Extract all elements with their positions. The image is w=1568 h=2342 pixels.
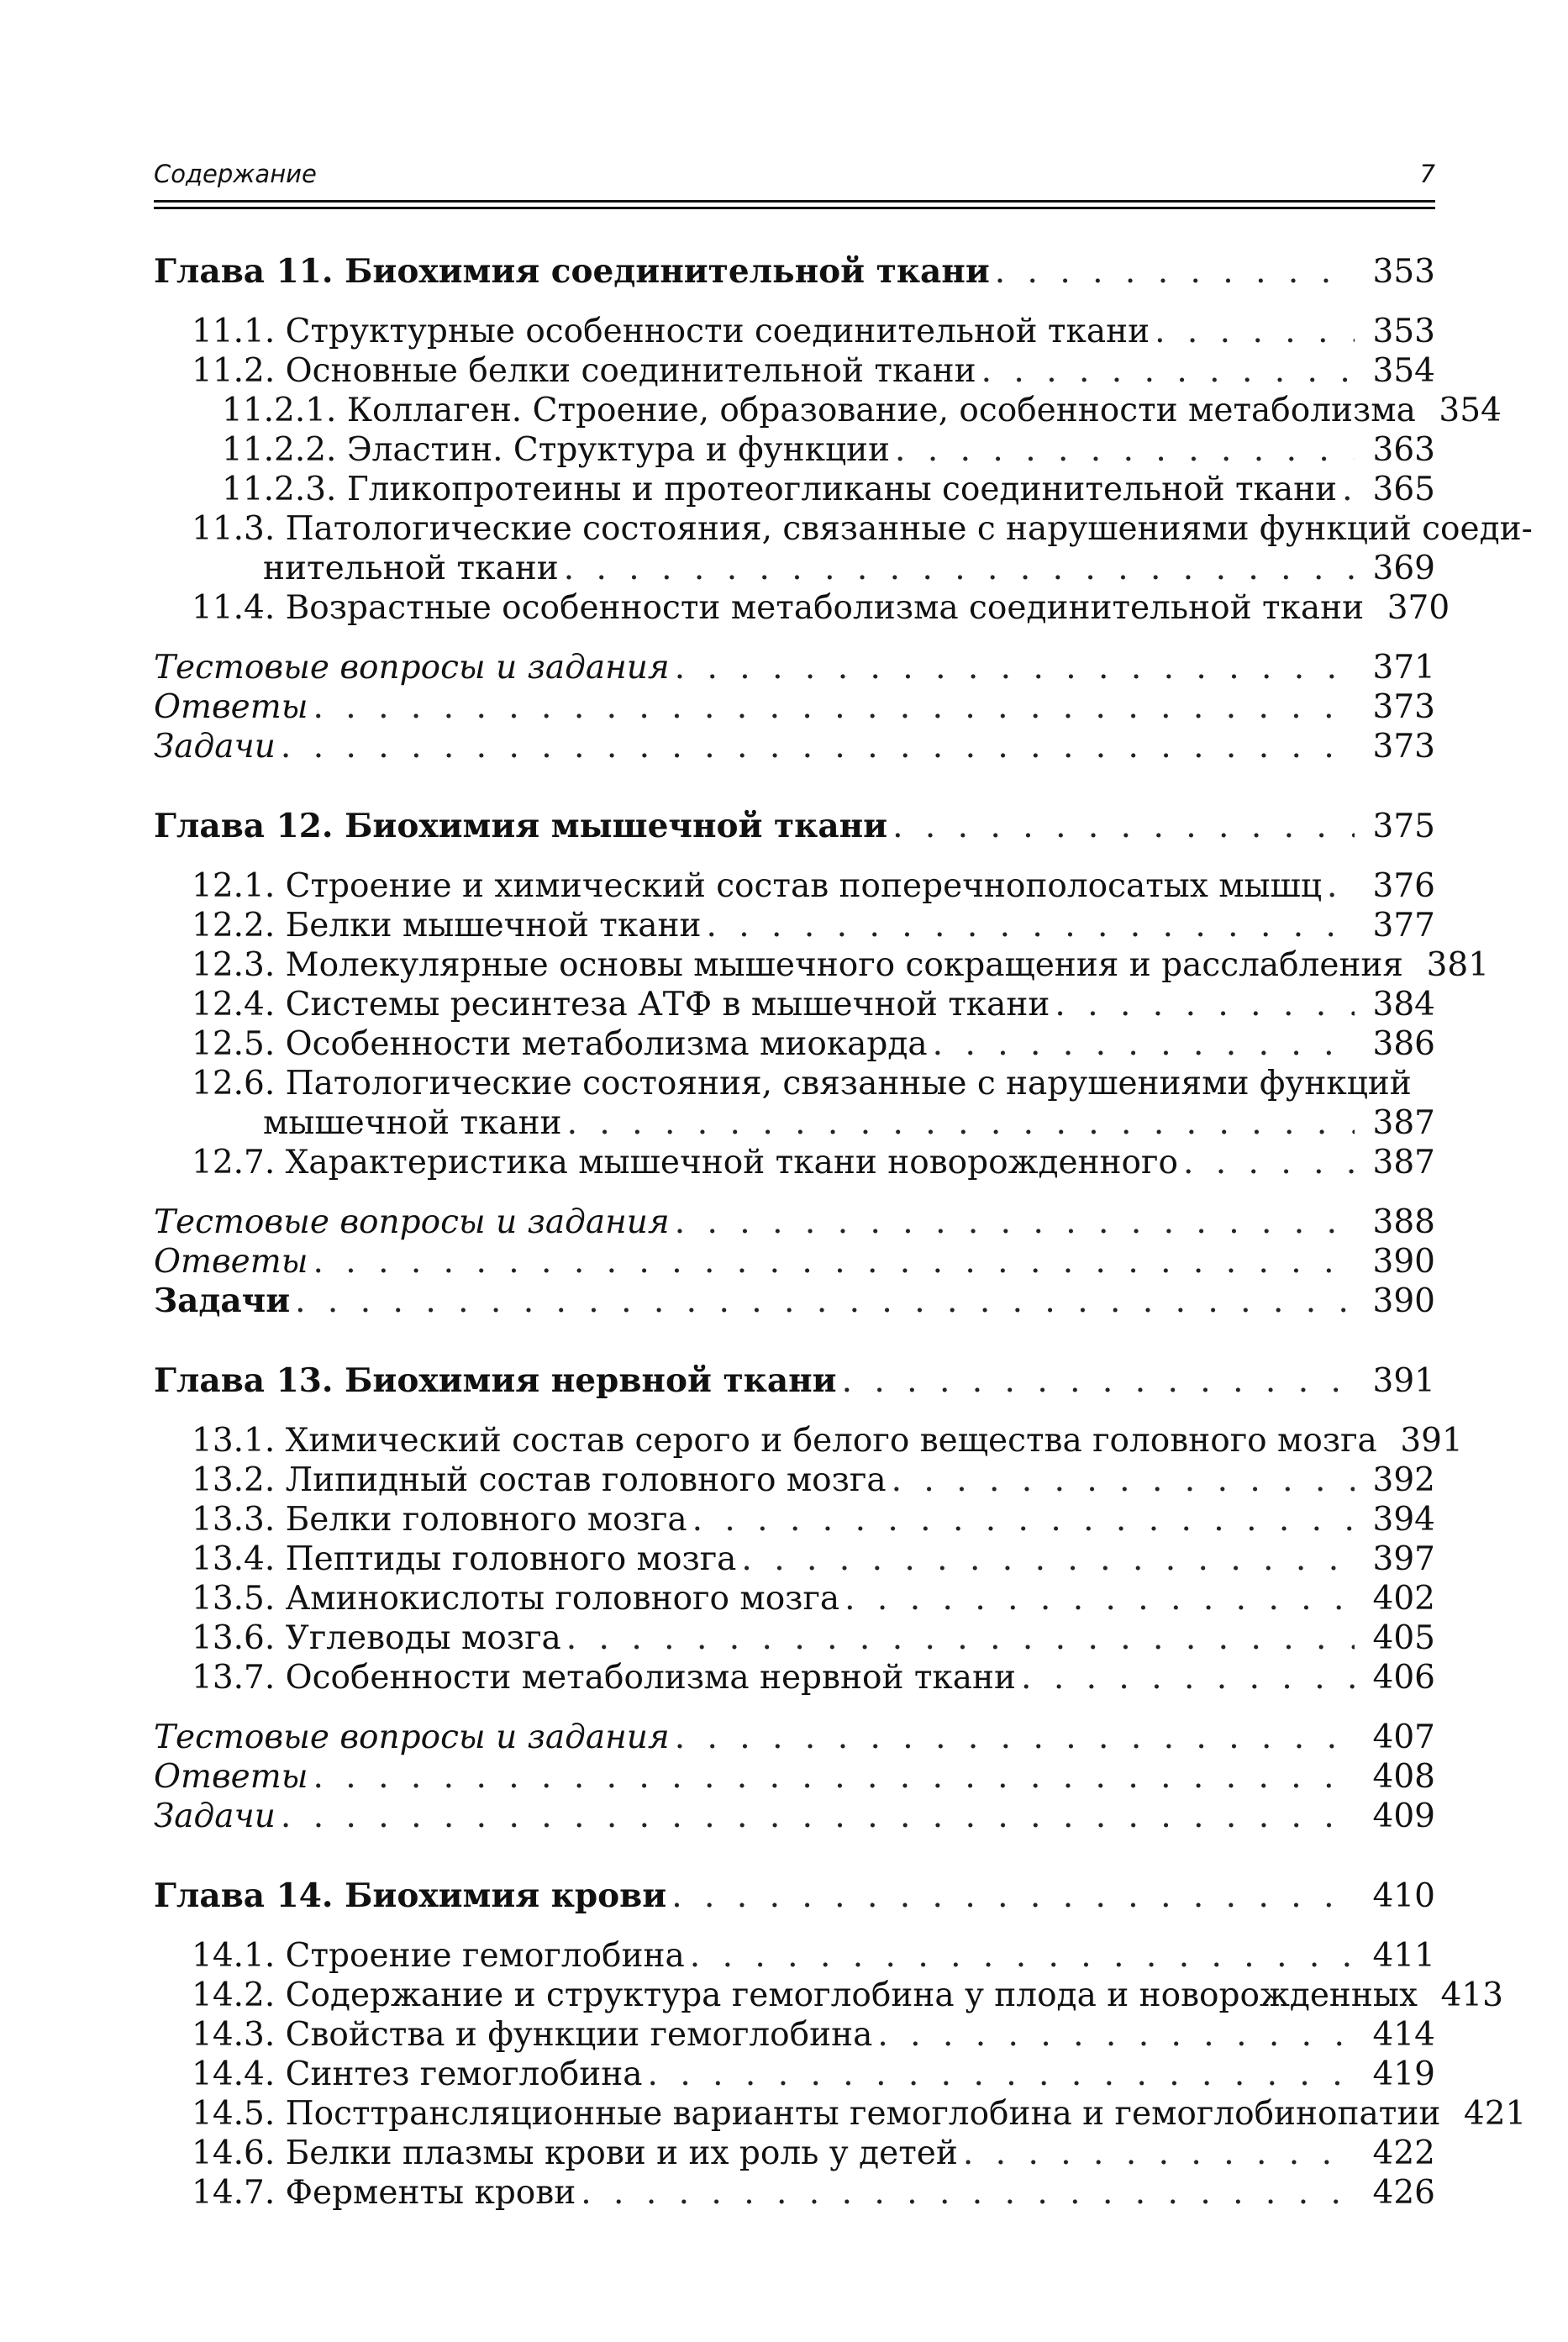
chapter-supplement-entry — [154, 1242, 1435, 1282]
section-entry — [154, 1421, 1463, 1460]
dot-leader — [675, 648, 1355, 687]
toc-entry-label: Задачи — [154, 1797, 276, 1835]
section-entry — [154, 945, 1490, 985]
dot-leader — [690, 1936, 1355, 1976]
toc-entry-page-number: 414 — [1372, 2016, 1435, 2054]
toc-entry-leader-line — [192, 2015, 1435, 2055]
toc-entry-leader-line — [154, 1242, 1435, 1282]
toc-entry-leader-line — [192, 312, 1435, 351]
section-entry — [154, 2173, 1435, 2213]
section-entry — [154, 470, 1435, 509]
section-entry — [154, 1539, 1435, 1579]
dot-leader — [877, 2015, 1355, 2055]
toc-entry-leader-line — [192, 2173, 1435, 2213]
toc-entry-label: 12.2. Белки мышечной ткани — [192, 907, 702, 945]
toc-entry-label: Ответы — [154, 1758, 308, 1796]
running-head-page-number: 7 — [1419, 160, 1435, 188]
toc-entry-label: 14.2. Содержание и структура гемоглобина у плода и новорожденных — [192, 1976, 1418, 2014]
toc-entry-label: 11.4. Возрастные особенности метаболизма соединительной ткани — [192, 589, 1365, 627]
section-entry — [154, 866, 1435, 906]
toc-entry-page-number: 408 — [1372, 1758, 1435, 1796]
toc-entry-label: 11.2.2. Эластин. Структура и функции — [222, 431, 891, 469]
toc-entry-leader-line — [263, 1103, 1435, 1143]
toc-entry-label: 13.6. Углеводы мозга — [192, 1619, 561, 1657]
toc-entry-label: 14.6. Белки плазмы крови и их роль у детей — [192, 2134, 958, 2172]
toc-entry-label: 13.3. Белки головного мозга — [192, 1501, 687, 1539]
toc-entry-page-number: 388 — [1372, 1203, 1435, 1241]
header-rule-top — [154, 200, 1435, 203]
toc-entry-page-number: 397 — [1372, 1540, 1435, 1578]
dot-leader — [1327, 866, 1355, 906]
dot-leader — [845, 1579, 1355, 1618]
toc-entry-leader-line — [192, 1658, 1435, 1697]
dot-leader — [313, 1757, 1355, 1797]
chapter-supplement-entry — [154, 687, 1435, 727]
toc-entry-leader-line — [222, 470, 1435, 509]
chapter-heading — [154, 807, 1435, 846]
dot-leader — [567, 1103, 1355, 1143]
toc-entry-page-number: 405 — [1372, 1619, 1435, 1657]
toc-entry-leader-line — [192, 1976, 1503, 2015]
section-entry — [154, 1500, 1435, 1539]
toc-entry-page-number: 386 — [1372, 1025, 1435, 1063]
toc-entry-page-number: 376 — [1372, 867, 1435, 905]
header-rule-bottom — [154, 207, 1435, 209]
toc-entry-label: Глава 11. Биохимия соединительной ткани — [154, 252, 990, 291]
section-entry — [154, 1143, 1435, 1182]
toc-entry-label: 11.2. Основные белки соединительной ткани — [192, 352, 976, 390]
toc-entry-leader-line — [192, 1143, 1435, 1182]
toc-entry-page-number: 354 — [1439, 392, 1502, 429]
section-entry — [154, 430, 1435, 470]
toc-entry-leader-line — [192, 1539, 1435, 1579]
toc-entry-leader-line — [222, 430, 1435, 470]
toc-entry-leader-line — [192, 1500, 1435, 1539]
dot-leader — [706, 906, 1355, 945]
toc-entry-page-number: 373 — [1372, 688, 1435, 726]
toc-entry-page-number: 373 — [1372, 728, 1435, 766]
toc-entry-leader-line — [192, 1936, 1435, 1976]
toc-entry-label-continuation: нительной ткани — [263, 550, 559, 587]
toc-entry-label: 14.3. Свойства и функции гемоглобина — [192, 2016, 873, 2054]
toc-entry-leader-line — [154, 1361, 1435, 1401]
chapter-supplement-entry — [154, 1757, 1435, 1797]
chapter-heading — [154, 252, 1435, 292]
toc-entry-page-number: 375 — [1372, 808, 1435, 845]
toc-entry-label: 13.4. Пептиды головного мозга — [192, 1540, 737, 1578]
toc-entry-label: Тестовые вопросы и задания — [154, 649, 670, 687]
toc-entry-leader-line — [263, 549, 1435, 588]
toc-entry-page-number: 387 — [1372, 1104, 1435, 1142]
dot-leader — [675, 1203, 1355, 1242]
toc-entry-leader-line — [192, 866, 1435, 906]
dot-leader — [1183, 1143, 1355, 1182]
toc-entry-page-number: 411 — [1372, 1937, 1435, 1975]
toc-entry-page-number: 369 — [1372, 550, 1435, 587]
section-entry — [154, 1024, 1435, 1064]
dot-leader — [692, 1500, 1355, 1539]
toc-entry-label: 12.3. Молекулярные основы мышечного сокращения и расслабления — [192, 946, 1404, 984]
dot-leader — [933, 1024, 1355, 1064]
dot-leader — [281, 1797, 1355, 1836]
chapter-supplement-entry — [154, 1282, 1435, 1321]
dot-leader — [566, 1618, 1355, 1658]
dot-leader — [581, 2173, 1355, 2213]
toc-entry-label-continuation: мышечной ткани — [263, 1104, 562, 1142]
toc-entry-leader-line — [192, 1421, 1463, 1460]
section-entry — [154, 1460, 1435, 1500]
dot-leader — [564, 549, 1355, 588]
toc-entry-page-number: 410 — [1372, 1877, 1435, 1915]
section-entry — [154, 2094, 1527, 2134]
toc-entry-leader-line — [154, 1718, 1435, 1757]
section-entry — [154, 1064, 1435, 1143]
toc-entry-label: 14.4. Синтез гемоглобина — [192, 2055, 643, 2093]
toc-entry-leader-line — [192, 1618, 1435, 1658]
toc-entry-leader-line — [154, 1876, 1435, 1916]
toc-entry-label: 14.5. Посттрансляционные варианты гемоглобина и гемоглобинопатии — [192, 2095, 1441, 2133]
toc-entry-leader-line — [154, 1757, 1435, 1797]
section-entry — [154, 2134, 1435, 2173]
toc-entry-leader-line — [154, 648, 1435, 687]
toc-entry-leader-line — [222, 391, 1502, 430]
dot-leader — [281, 727, 1355, 766]
toc-entry-label: 11.3. Патологические состояния, связанные с нарушениями функций соеди- — [192, 510, 1533, 548]
dot-leader — [648, 2055, 1355, 2094]
chapter-supplement-entry — [154, 1797, 1435, 1836]
toc-entry-leader-line — [192, 985, 1435, 1024]
toc-entry-label: 13.5. Аминокислоты головного мозга — [192, 1580, 840, 1618]
toc-entry-leader-line — [192, 588, 1450, 628]
toc-entry-page-number: 353 — [1372, 253, 1435, 291]
toc-entry-leader-line — [154, 687, 1435, 727]
toc-entry-leader-line — [192, 945, 1490, 985]
dot-leader — [1021, 1658, 1355, 1697]
table-of-contents — [154, 252, 1533, 2213]
section-entry — [154, 391, 1502, 430]
section-entry — [154, 351, 1435, 391]
toc-entry-label: Ответы — [154, 1243, 308, 1281]
toc-entry-label: Глава 12. Биохимия мышечной ткани — [154, 807, 888, 845]
section-entry — [154, 906, 1435, 945]
dot-leader — [892, 807, 1355, 846]
toc-entry-leader-line — [192, 2134, 1435, 2173]
toc-entry-label: 14.1. Строение гемоглобина — [192, 1937, 685, 1975]
toc-entry-leader-line — [192, 2094, 1527, 2134]
toc-entry-label: 13.1. Химический состав серого и белого вещества головного мозга — [192, 1422, 1377, 1460]
section-entry — [154, 588, 1450, 628]
toc-entry-page-number: 381 — [1426, 946, 1490, 984]
toc-entry-page-number: 377 — [1372, 907, 1435, 945]
toc-entry-leader-line — [192, 351, 1435, 391]
toc-entry-page-number: 409 — [1372, 1797, 1435, 1835]
toc-entry-leader-line — [154, 252, 1435, 292]
toc-entry-page-number: 392 — [1372, 1461, 1435, 1499]
toc-entry-label: Ответы — [154, 688, 308, 726]
toc-entry-page-number: 402 — [1372, 1580, 1435, 1618]
toc-entry-label: 12.6. Патологические состояния, связанные с нарушениями функций — [192, 1065, 1412, 1103]
dot-leader — [671, 1876, 1355, 1916]
running-head — [154, 156, 1435, 195]
chapter-supplement-entry — [154, 1203, 1435, 1242]
toc-entry-label: 12.7. Характеристика мышечной ткани новорожденного — [192, 1144, 1178, 1182]
chapter-heading — [154, 1876, 1435, 1916]
toc-entry-label: 12.5. Особенности метаболизма миокарда — [192, 1025, 928, 1063]
toc-entry-page-number: 354 — [1372, 352, 1435, 390]
toc-entry-label: Глава 14. Биохимия крови — [154, 1876, 667, 1915]
dot-leader — [842, 1361, 1355, 1401]
running-head-title: Содержание — [154, 160, 317, 188]
toc-entry-leader-line — [192, 1024, 1435, 1064]
toc-entry-label: 12.1. Строение и химический состав поперечнополосатых мышц — [192, 867, 1322, 905]
toc-entry-page-number: 384 — [1372, 986, 1435, 1024]
dot-leader — [892, 1460, 1355, 1500]
toc-entry-page-number: 394 — [1372, 1501, 1435, 1539]
dot-leader — [895, 430, 1355, 470]
dot-leader — [1155, 312, 1355, 351]
section-entry — [154, 1618, 1435, 1658]
dot-leader — [1055, 985, 1355, 1024]
toc-entry-page-number: 363 — [1372, 431, 1435, 469]
dot-leader — [995, 252, 1355, 292]
section-entry — [154, 2055, 1435, 2094]
section-entry — [154, 312, 1435, 351]
chapter-heading — [154, 1361, 1435, 1401]
dot-leader — [295, 1282, 1355, 1321]
toc-entry-label: Тестовые вопросы и задания — [154, 1203, 670, 1241]
toc-entry-label: 11.1. Структурные особенности соединительной ткани — [192, 313, 1150, 350]
dot-leader — [313, 687, 1355, 727]
toc-entry-label: 13.2. Липидный состав головного мозга — [192, 1461, 887, 1499]
toc-entry-page-number: 419 — [1372, 2055, 1435, 2093]
toc-entry-page-number: 407 — [1372, 1718, 1435, 1756]
chapter-supplement-entry — [154, 1718, 1435, 1757]
toc-entry-label: 11.2.3. Гликопротеины и протеогликаны соединительной ткани — [222, 471, 1338, 508]
section-entry — [154, 1936, 1435, 1976]
toc-entry-page-number: 406 — [1372, 1659, 1435, 1697]
dot-leader — [313, 1242, 1355, 1282]
toc-entry-label: 12.4. Системы ресинтеза АТФ в мышечной ткани — [192, 986, 1050, 1024]
dot-leader — [741, 1539, 1355, 1579]
toc-entry-page-number: 390 — [1372, 1282, 1435, 1320]
toc-entry-label: 14.7. Ферменты крови — [192, 2174, 576, 2212]
toc-entry-page-number: 387 — [1372, 1144, 1435, 1182]
toc-entry-leader-line — [192, 1579, 1435, 1618]
toc-entry-leader-line — [154, 727, 1435, 766]
section-entry — [154, 1976, 1503, 2015]
toc-entry-label: Задачи — [154, 1282, 291, 1320]
toc-entry-label: Тестовые вопросы и задания — [154, 1718, 670, 1756]
toc-entry-leader-line — [192, 906, 1435, 945]
toc-entry-leader-line — [192, 1460, 1435, 1500]
section-entry — [154, 985, 1435, 1024]
toc-entry-page-number: 426 — [1372, 2174, 1435, 2212]
toc-entry-leader-line — [192, 2055, 1435, 2094]
dot-leader — [1342, 470, 1355, 509]
dot-leader — [981, 351, 1355, 391]
section-entry — [154, 509, 1533, 588]
dot-leader — [963, 2134, 1355, 2173]
section-entry — [154, 2015, 1435, 2055]
toc-entry-page-number: 421 — [1463, 2095, 1527, 2133]
toc-entry-leader-line — [154, 1203, 1435, 1242]
toc-entry-label: 13.7. Особенности метаболизма нервной ткани — [192, 1659, 1017, 1697]
toc-entry-page-number: 391 — [1400, 1422, 1463, 1460]
toc-entry-label: Задачи — [154, 728, 276, 766]
toc-entry-leader-line — [154, 807, 1435, 846]
toc-entry-leader-line — [154, 1797, 1435, 1836]
toc-entry-page-number: 413 — [1440, 1976, 1503, 2014]
toc-entry-page-number: 391 — [1372, 1362, 1435, 1400]
toc-entry-page-number: 370 — [1386, 589, 1450, 627]
toc-entry-page-number: 371 — [1372, 649, 1435, 687]
dot-leader — [675, 1718, 1355, 1757]
section-entry — [154, 1658, 1435, 1697]
toc-entry-page-number: 390 — [1372, 1243, 1435, 1281]
chapter-supplement-entry — [154, 727, 1435, 766]
toc-entry-page-number: 422 — [1372, 2134, 1435, 2172]
section-entry — [154, 1579, 1435, 1618]
toc-entry-label: Глава 13. Биохимия нервной ткани — [154, 1361, 837, 1400]
toc-entry-label: 11.2.1. Коллаген. Строение, образование, особенности метаболизма — [222, 392, 1416, 429]
toc-entry-leader-line — [154, 1282, 1435, 1321]
chapter-supplement-entry — [154, 648, 1435, 687]
toc-entry-page-number: 365 — [1372, 471, 1435, 508]
toc-entry-page-number: 353 — [1372, 313, 1435, 350]
